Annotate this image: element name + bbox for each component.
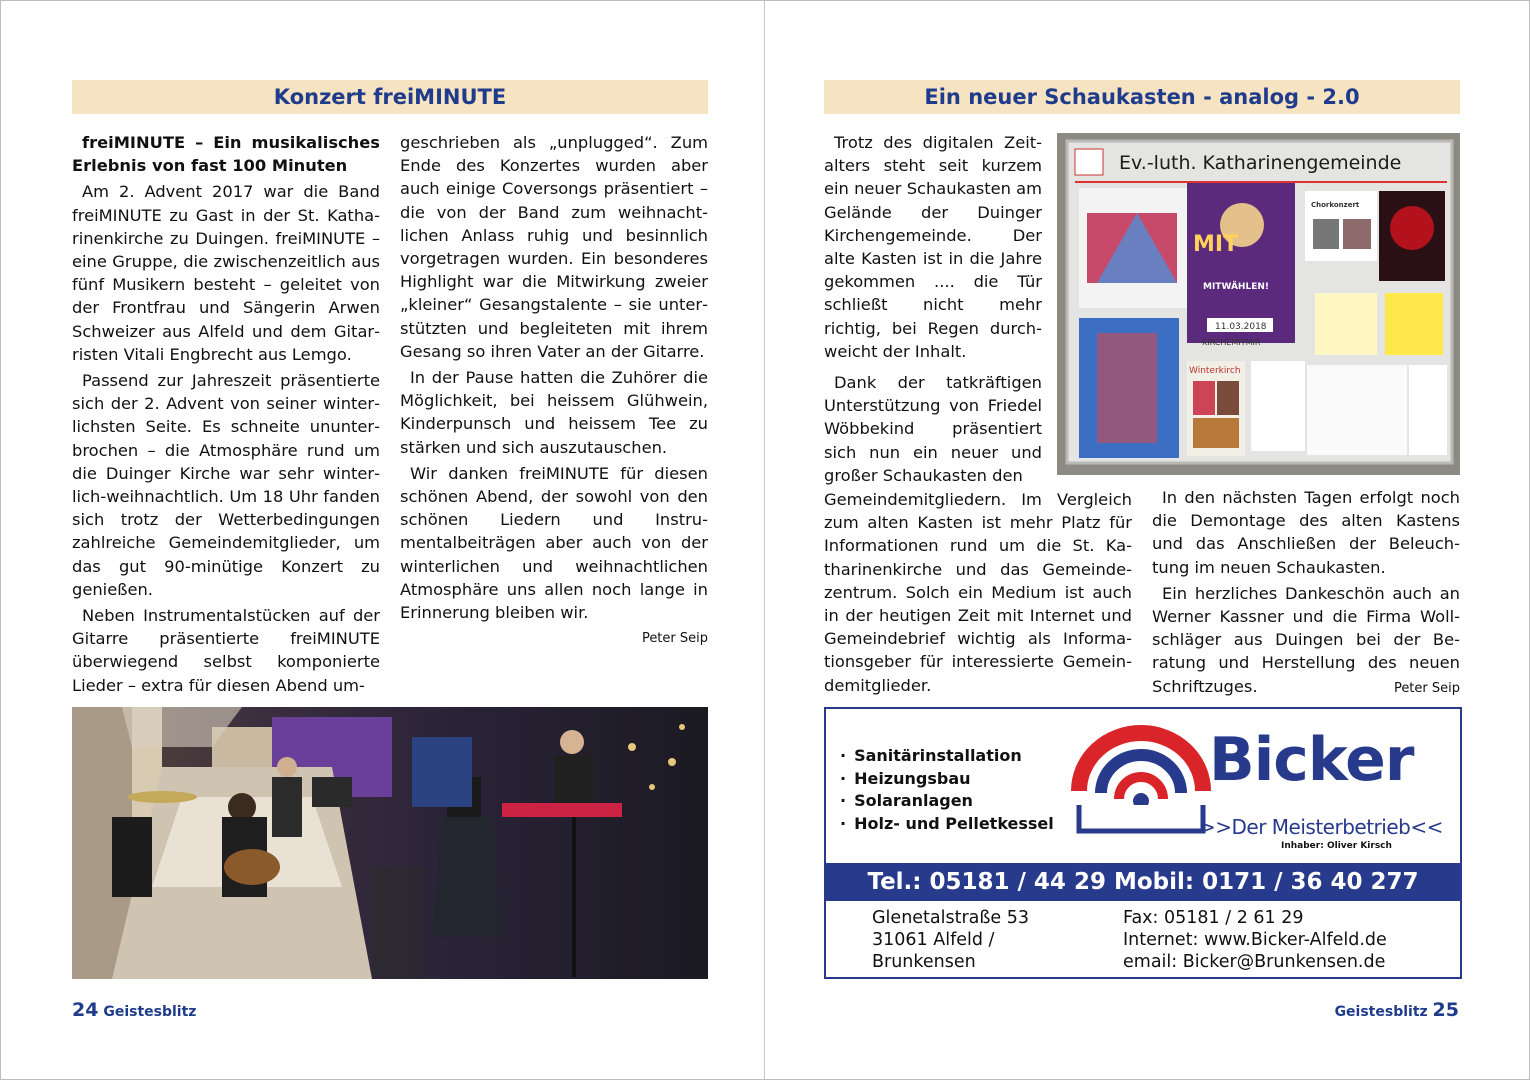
article-heading-concert: Konzert freiMINUTE [72,80,708,114]
poster-kirche: KIRCHEMITMIR [1202,338,1261,347]
article-column-2 [1152,486,1460,700]
email-line: email: Bicker@Brunkensen.de [1123,952,1386,972]
magazine-name: Geistesblitz [1334,1004,1428,1020]
article-paragraph: Gemeindemitgliedern. Im Vergleich zum alten Kasten ist mehr Platz für Informationen rund um die St. Katharinenkirche und das Gemeindezentrum. Solch ein Medium ist auch in der heutigen Zeit mit Internet und Gemeindebrief wichtig als Informationsgeber für interessierte Gemeindemitglieder. [824,490,1132,695]
owner-name: Inhaber: Oliver Kirsch [1281,841,1392,851]
address-line: Glenetalstraße 53 [872,908,1030,928]
article-heading-showcase: Ein neuer Schaukasten - analog - 2.0 [824,80,1460,114]
concert-photo [72,707,708,979]
brand-name: Bicker [1209,725,1414,795]
service-item: · Holz- und Pelletkessel [840,813,1054,836]
author-name: Peter Seip [641,631,708,647]
article-paragraph: Am 2. Advent 2017 war die Band freiMINUTE zu Gast in der St. Katharinenkirche zu Duingen. freiMINUTE – eine Gruppe, die zwischenzeitlich aus fünf Musikern besteht – geleitet von der Frontfrau und Sängerin Arwen Schweizer aus Alfeld und dem Gitarristen Vitali Engbrecht aus Lemgo. [72,182,380,364]
article-paragraph: Neben Instrumentalstücken auf der Gitarre präsentierte freiMINUTE überwiegend selbst komponierte Lieder – extra für diesen Abend um- [72,606,380,695]
poster-winter: Winterkirch [1189,366,1241,376]
bicker-logo [1071,717,1451,857]
right-page [765,0,1530,1080]
contact-block [1123,907,1387,973]
phone-bar: Tel.: 05181 / 44 29 Mobil: 0171 / 36 40 277 [826,863,1460,901]
showcase-sign: Ev.-luth. Katharinengemeinde [1119,152,1402,174]
service-item: · Sanitärinstallation [840,745,1054,768]
services-list [840,745,1054,835]
article-paragraph: In der Pause hatten die Zuhörer die Möglichkeit, bei heissem Glühwein, Kinderpunsch und heissem Tee zu stärken und sich auszutauschen. [400,368,708,457]
page-footer-right [1335,999,1459,1021]
address-block [872,907,1029,973]
bicker-advertisement [824,707,1462,979]
internet-line: Internet: www.Bicker-Alfeld.de [1123,930,1387,950]
showcase-photo [1057,133,1460,475]
magazine-name: Geistesblitz [103,1004,197,1020]
address-line: Brunkensen [872,952,976,972]
poster-mitwaehlen: MITWÄHLEN! [1203,282,1269,292]
page-footer-left [72,999,196,1021]
fax-line: Fax: 05181 / 2 61 29 [1123,908,1304,928]
spiral-logo-icon [1071,721,1211,841]
address-line: 31061 Alfeld / [872,930,995,950]
article-column-1 [72,131,380,700]
author-name: Peter Seip [1393,680,1460,696]
article-paragraph: Wir danken freiMINUTE für diesen schönen Abend, der sowohl von den schönen Liedern und Instrumentalbeiträgen aber auch von der winterlichen und weihnachtlichen Atmosphäre uns allen noch lange in Erinnerung bleiben wir. [400,463,708,623]
brand-tagline: >>Der Meisterbetrieb<< [1199,815,1443,839]
article-paragraph: Dank der tatkräftigen Unterstützung von Friedel Wöbbekind präsentiert sich nun ein neuer und großer Schaukasten den [824,373,1042,485]
article-column-1-top [824,131,1042,490]
service-item: · Solaranlagen [840,790,1054,813]
article-paragraph: Ein herzliches Dankeschön auch an Werner Kassner und die Firma Wollschläger aus Duingen bei der Beratung und Herstellung des neuen Schriftzuges. [1152,583,1460,696]
page-number: 24 [72,999,99,1021]
article-paragraph: geschrieben als „unplugged“. Zum Ende des Konzertes wurden aber auch einige Coversongs präsentiert – die von der Band zum weihnachtlichen Anlass ruhig und besinnlich vorgetragen wurden. Ein besonderes Highlight war die Mitwirkung zweier „kleiner“ Gesangstalente – sie unterstützten und begleiteten mit ihrem Gesang so ihren Vater an der Gitarre. [400,133,708,361]
article-lead: freiMINUTE – Ein musikalisches Erlebnis von fast 100 Minuten [72,133,380,176]
article-column-1-bottom [824,488,1132,700]
poster-mit: MIT [1193,232,1239,257]
article-paragraph: Passend zur Jahreszeit präsentierte sich der 2. Advent von seiner winterlichsten Seite. Es schneite ununterbrochen – die Atmosphäre rund um die Duinger Kirche war sehr winterlich-weihnachtlich. Um 18 Uhr fanden sich trotz der Wetterbedingungen zahlreiche Gemeindemitglieder, um das gut 90-minütige Konzert zu genießen. [72,371,380,599]
article-column-2 [400,131,708,650]
service-item: · Heizungsbau [840,768,1054,791]
page-number: 25 [1432,999,1459,1021]
poster-chor: Chorkonzert [1311,201,1360,209]
poster-date: 11.03.2018 [1215,322,1267,332]
article-paragraph: In den nächsten Tagen erfolgt noch die Demontage des alten Kastens und das Anschließen der Beleuchtung im neuen Schaukasten. [1152,488,1460,577]
article-paragraph: Trotz des digitalen Zeitalters steht seit kurzem ein neuer Schaukasten am Gelände der Duinger Kirchengemeinde. Der alte Kasten ist in die Jahre gekommen .... die Tür schließt nicht mehr richtig, bei Regen durchweicht der Inhalt. [824,133,1042,361]
